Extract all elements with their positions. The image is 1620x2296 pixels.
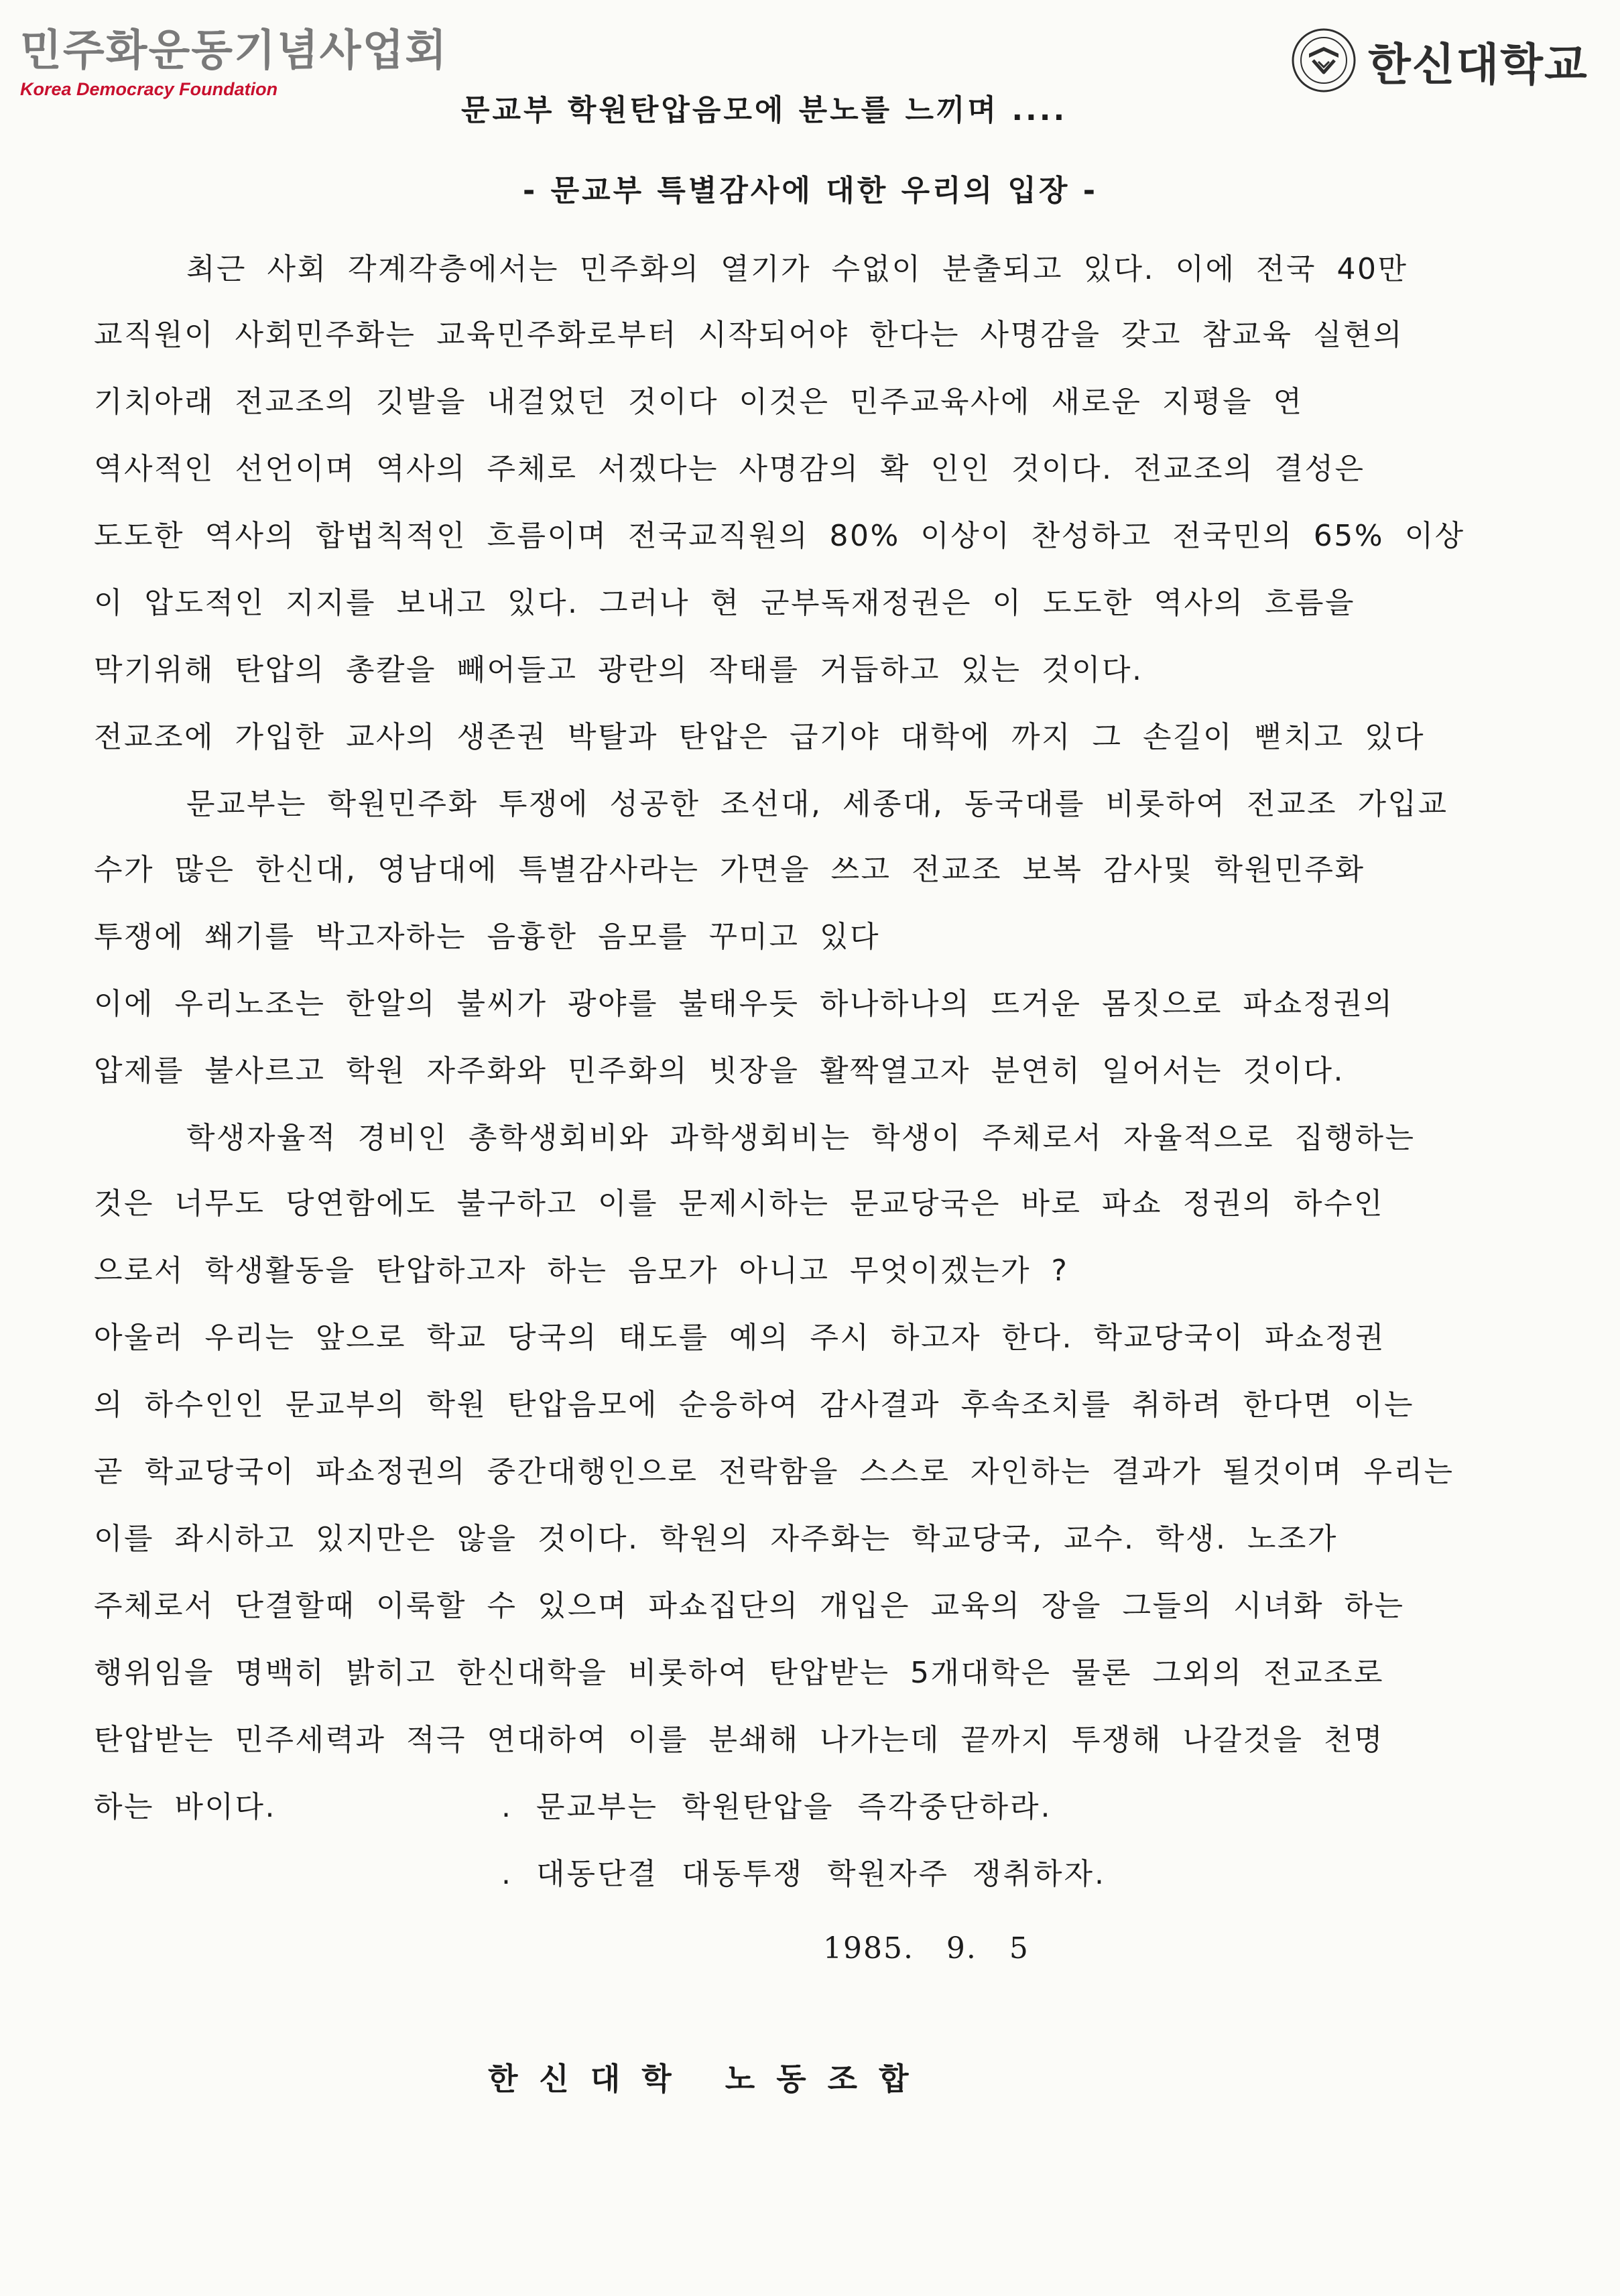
university-emblem-icon — [1290, 27, 1357, 94]
foundation-name-korean: 민주화운동기념사업회 — [20, 25, 448, 76]
body-line: 기치아래 전교조의 깃발을 내걸었던 것이다 이것은 민주교육사에 새로운 지평을 연 — [94, 385, 1304, 419]
body-line: 투쟁에 쐐기를 박고자하는 음흉한 음모를 꾸미고 있다 — [94, 920, 881, 954]
body-line: 교직원이 사회민주화는 교육민주화로부터 시작되어야 한다는 사명감을 갖고 참교육 실현의 — [94, 318, 1404, 352]
document-title: 문교부 학원탄압음모에 분노를 느끼며 .... — [461, 93, 1068, 127]
body-line: 수가 많은 한신대, 영남대에 특별감사라는 가면을 쓰고 전교조 보복 감사및 학원민주화 — [94, 853, 1365, 887]
body-line: 도도한 역사의 합법칙적인 흐름이며 전국교직원의 80% 이상이 찬성하고 전국민의 65% 이상 — [94, 519, 1465, 553]
signature-union: 한신대학 노동조합 — [488, 2061, 930, 2097]
body-line: 의 하수인인 문교부의 학원 탄압음모에 순응하여 감사결과 후속조치를 취하려 한다면 이는 — [94, 1388, 1415, 1422]
university-logo — [1290, 27, 1588, 94]
body-line: 이 압도적인 지지를 보내고 있다. 그러나 현 군부독재정권은 이 도도한 역사의 흐름을 — [94, 586, 1355, 620]
slogan-line: . 문교부는 학원탄압을 즉각중단하라. — [501, 1790, 1052, 1824]
body-line: 이를 좌시하고 있지만은 않을 것이다. 학원의 자주화는 학교당국, 교수. 학생. 노조가 — [94, 1522, 1338, 1556]
body-line: 이에 우리노조는 한알의 불씨가 광야를 불태우듯 하나하나의 뜨거운 몸짓으로 파쇼정권의 — [94, 987, 1394, 1021]
body-line: 문교부는 학원민주화 투쟁에 성공한 조선대, 세종대, 동국대를 비롯하여 전교조 가입교 — [186, 787, 1448, 821]
document-subtitle: - 문교부 특별감사에 대한 우리의 입장 - — [523, 174, 1098, 208]
body-line: 행위임을 명백히 밝히고 한신대학을 비롯하여 탄압받는 5개대학은 물론 그외의 전교조로 — [94, 1656, 1385, 1690]
body-line: 압제를 불사르고 학원 자주화와 민주화의 빗장을 활짝열고자 분연히 일어서는 것이다. — [94, 1054, 1345, 1088]
document-date: 1985. 9. 5 — [823, 1931, 1030, 1966]
body-line: 전교조에 가입한 교사의 생존권 박탈과 탄압은 급기야 대학에 까지 그 손길이 뻗치고 있다 — [94, 720, 1425, 754]
university-name: 한신대학교 — [1368, 38, 1588, 90]
body-line: 아울러 우리는 앞으로 학교 당국의 태도를 예의 주시 하고자 한다. 학교당국이 파쇼정권 — [94, 1321, 1385, 1355]
body-line: 최근 사회 각계각층에서는 민주화의 열기가 수없이 분출되고 있다. 이에 전국 40만 — [186, 252, 1408, 286]
body-line: 역사적인 선언이며 역사의 주체로 서겠다는 사명감의 확 인인 것이다. 전교조의 결성은 — [94, 452, 1365, 486]
body-line: 것은 너무도 당연함에도 불구하고 이를 문제시하는 문교당국은 바로 파쇼 정권의 하수인 — [94, 1187, 1385, 1221]
body-line: 탄압받는 민주세력과 적극 연대하여 이를 분쇄해 나가는데 끝까지 투쟁해 나갈것을 천명 — [94, 1723, 1385, 1757]
body-line: 학생자율적 경비인 총학생회비와 과학생회비는 학생이 주체로서 자율적으로 집행하는 — [186, 1121, 1416, 1155]
slogan-line: . 대동단결 대동투쟁 학원자주 쟁취하자. — [501, 1857, 1106, 1891]
foundation-logo — [20, 27, 448, 101]
body-line: 하는 바이다. — [94, 1790, 276, 1824]
body-line: 곧 학교당국이 파쇼정권의 중간대행인으로 전락함을 스스로 자인하는 결과가 될것이며 우리는 — [94, 1455, 1454, 1489]
body-line: 으로서 학생활동을 탄압하고자 하는 음모가 아니고 무엇이겠는가 ? — [94, 1254, 1069, 1288]
body-line: 막기위해 탄압의 총칼을 빼어들고 광란의 작태를 거듭하고 있는 것이다. — [94, 653, 1143, 687]
foundation-name-english: Korea Democracy Foundation — [20, 79, 278, 99]
body-line: 주체로서 단결할때 이룩할 수 있으며 파쇼집단의 개입은 교육의 장을 그들의 시녀화 하는 — [94, 1589, 1405, 1623]
